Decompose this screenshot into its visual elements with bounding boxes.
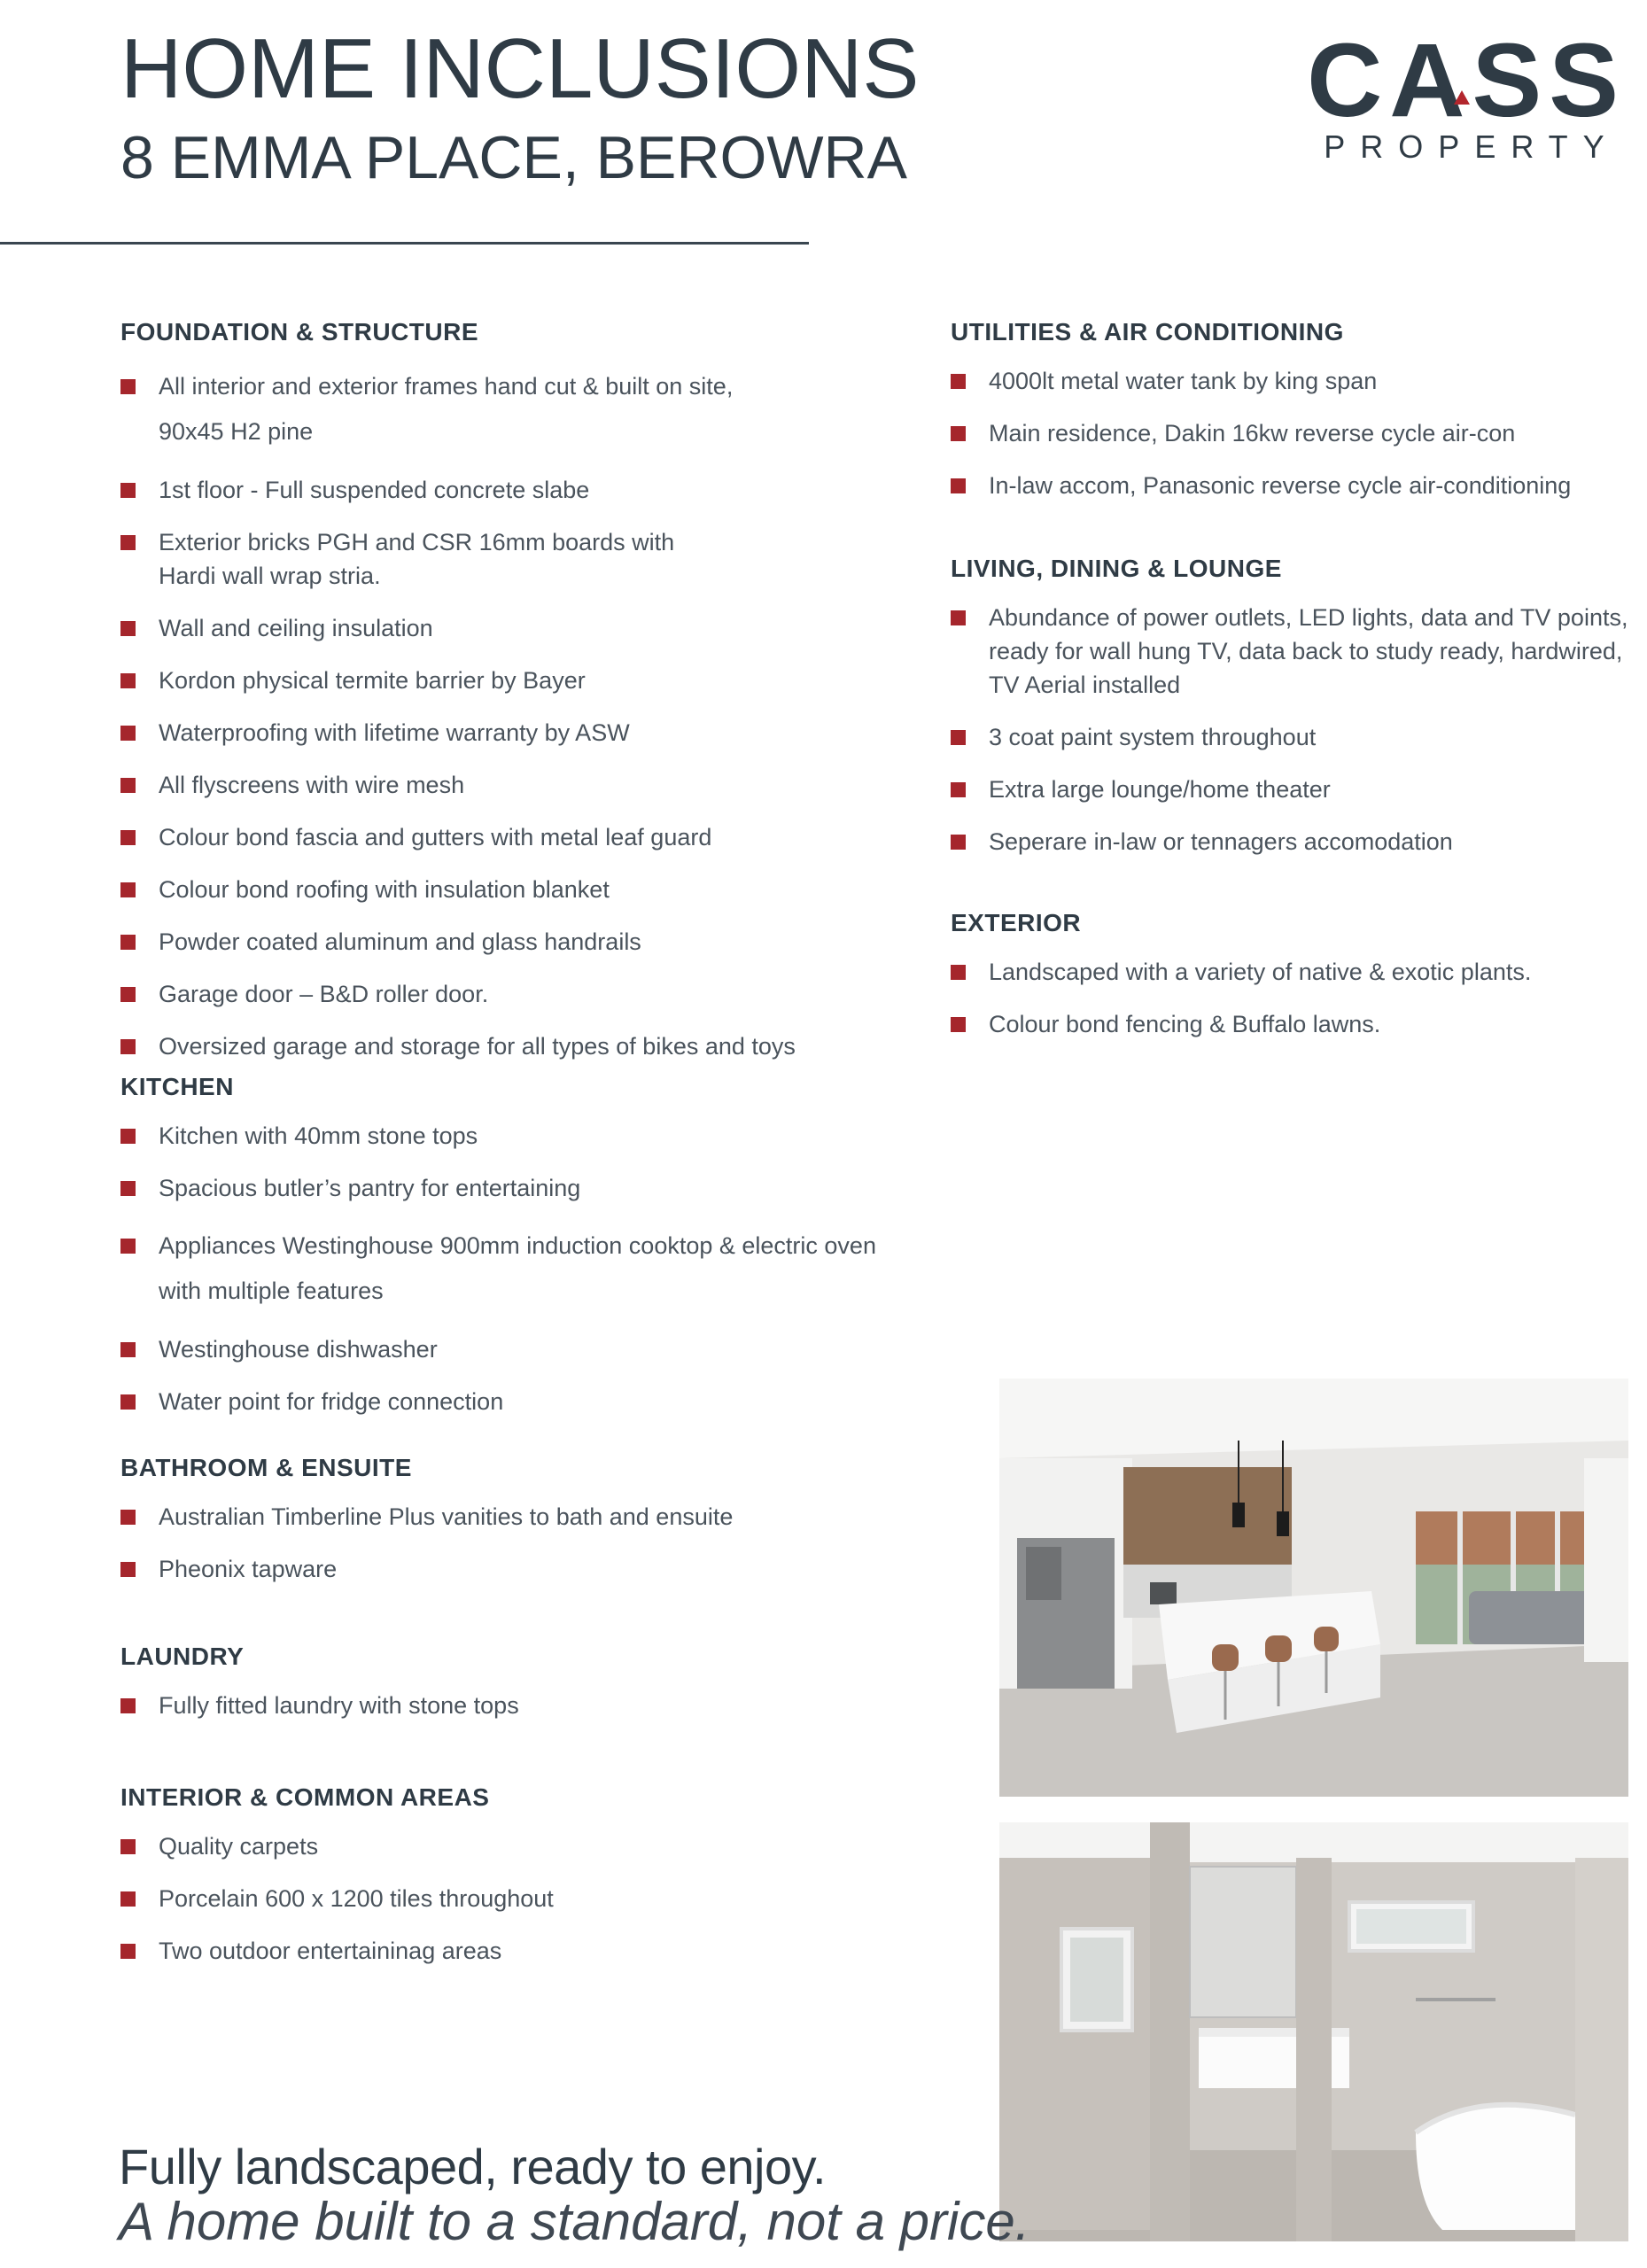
cass-property-logo <box>1302 22 1630 165</box>
bullet-icon <box>120 483 136 498</box>
list-item: 90x45 H2 pine <box>159 418 314 445</box>
bullet-icon <box>120 1129 136 1144</box>
list-item: Landscaped with a variety of native & exotic plants. <box>951 955 1642 989</box>
bullet-icon <box>120 379 136 394</box>
bullet-icon <box>951 374 966 389</box>
list-item: Powder coated aluminum and glass handrails <box>120 925 900 959</box>
section-heading: UTILITIES & AIR CONDITIONING <box>951 318 1344 346</box>
bullet-icon <box>951 835 966 850</box>
bullet-icon <box>120 1891 136 1907</box>
bullet-icon <box>120 1698 136 1713</box>
bullet-icon <box>120 987 136 1002</box>
section-utilities <box>951 320 1642 521</box>
section-heading: LAUNDRY <box>120 1643 245 1670</box>
section-heading: KITCHEN <box>120 1073 234 1100</box>
section-heading: LIVING, DINING & LOUNGE <box>951 555 1282 582</box>
bullet-icon <box>120 1342 136 1357</box>
section-heading: BATHROOM & ENSUITE <box>120 1454 412 1481</box>
section-living <box>951 556 1642 877</box>
bullet-icon <box>120 778 136 793</box>
logo-subword: PROPERTY <box>1324 128 1620 165</box>
section-heading: INTERIOR & COMMON AREAS <box>120 1783 490 1811</box>
bullet-icon <box>120 1944 136 1959</box>
list-item: All flyscreens with wire mesh <box>120 768 900 802</box>
list-item: Waterproofing with lifetime warranty by ASW <box>120 716 900 750</box>
section-heading: EXTERIOR <box>951 909 1082 936</box>
list-item: Main residence, Dakin 16kw reverse cycle air-con <box>951 416 1642 450</box>
list-item: Extra large lounge/home theater <box>951 773 1642 806</box>
list-item: Porcelain 600 x 1200 tiles throughout <box>120 1882 900 1915</box>
list-item: Kordon physical termite barrier by Bayer <box>120 664 900 697</box>
kitchen-photo <box>999 1379 1628 1797</box>
section-bathroom <box>120 1456 900 1604</box>
bullet-icon <box>951 730 966 745</box>
bullet-icon <box>951 1017 966 1032</box>
bathroom-photo <box>999 1822 1628 2241</box>
list-item: Fully fitted laundry with stone tops <box>120 1689 900 1722</box>
list-item: Water point for fridge connection <box>120 1385 900 1418</box>
bullet-icon <box>120 882 136 897</box>
list-item: Pheonix tapware <box>120 1552 900 1586</box>
bullet-icon <box>120 621 136 636</box>
list-item: 3 coat paint system throughout <box>951 720 1642 754</box>
header-divider <box>0 242 809 245</box>
bullet-icon <box>951 782 966 797</box>
section-heading: FOUNDATION & STRUCTURE <box>120 318 479 346</box>
bullet-icon <box>951 426 966 441</box>
list-item: Garage door – B&D roller door. <box>120 977 900 1011</box>
bullet-icon <box>951 610 966 625</box>
list-item: All interior and exterior frames hand cut & built on site, <box>120 364 900 409</box>
list-item: Abundance of power outlets, LED lights, data and TV points, ready for wall hung TV, data back to study ready, hardwired, TV Aerial installed <box>951 601 1642 702</box>
logo-word: CASS <box>1307 22 1626 139</box>
list-item: 1st floor - Full suspended concrete slabe <box>120 473 900 507</box>
list-item: Oversized garage and storage for all types of bikes and toys <box>120 1029 900 1063</box>
bullet-icon <box>120 1839 136 1854</box>
section-interior <box>120 1785 900 1986</box>
section-foundation <box>120 320 900 1082</box>
list-item: with multiple features <box>159 1278 384 1304</box>
bullet-icon <box>951 478 966 493</box>
bullet-icon <box>120 1394 136 1410</box>
bullet-icon <box>120 535 136 550</box>
list-item: Spacious butler’s pantry for entertaining <box>120 1171 900 1205</box>
section-kitchen <box>120 1075 900 1437</box>
tagline-secondary: A home built to a standard, not a price. <box>119 2192 1030 2251</box>
bullet-icon <box>120 1510 136 1525</box>
list-item: Australian Timberline Plus vanities to bath and ensuite <box>120 1500 900 1534</box>
tagline-main: Fully landscaped, ready to enjoy. <box>119 2139 827 2194</box>
bullet-icon <box>120 830 136 845</box>
bullet-icon <box>120 1181 136 1196</box>
list-item: Kitchen with 40mm stone tops <box>120 1119 900 1153</box>
bullet-icon <box>120 1562 136 1577</box>
bullet-icon <box>120 1239 136 1254</box>
logo-triangle-icon <box>1454 90 1470 105</box>
list-item: Seperare in-law or tennagers accomodation <box>951 825 1642 858</box>
list-item: Quality carpets <box>120 1829 900 1863</box>
list-item: 4000lt metal water tank by king span <box>951 364 1642 398</box>
list-item: Appliances Westinghouse 900mm induction cooktop & electric oven <box>120 1223 900 1269</box>
bullet-icon <box>120 726 136 741</box>
property-address: 8 EMMA PLACE, BEROWRA <box>120 124 907 191</box>
section-laundry <box>120 1644 900 1741</box>
list-item: Exterior bricks PGH and CSR 16mm boards with Hardi wall wrap stria. <box>120 525 900 593</box>
list-item: Wall and ceiling insulation <box>120 611 900 645</box>
list-item: Westinghouse dishwasher <box>120 1332 900 1366</box>
list-item: Colour bond roofing with insulation blanket <box>120 873 900 906</box>
bullet-icon <box>120 1039 136 1054</box>
bullet-icon <box>120 673 136 688</box>
list-item: Colour bond fencing & Buffalo lawns. <box>951 1007 1642 1041</box>
section-exterior <box>951 911 1642 1060</box>
bullet-icon <box>120 935 136 950</box>
page-title: HOME INCLUSIONS <box>120 21 920 116</box>
list-item: Colour bond fascia and gutters with metal leaf guard <box>120 820 900 854</box>
bullet-icon <box>951 965 966 980</box>
list-item: In-law accom, Panasonic reverse cycle air-conditioning <box>951 469 1642 502</box>
list-item: Two outdoor entertaininag areas <box>120 1934 900 1968</box>
